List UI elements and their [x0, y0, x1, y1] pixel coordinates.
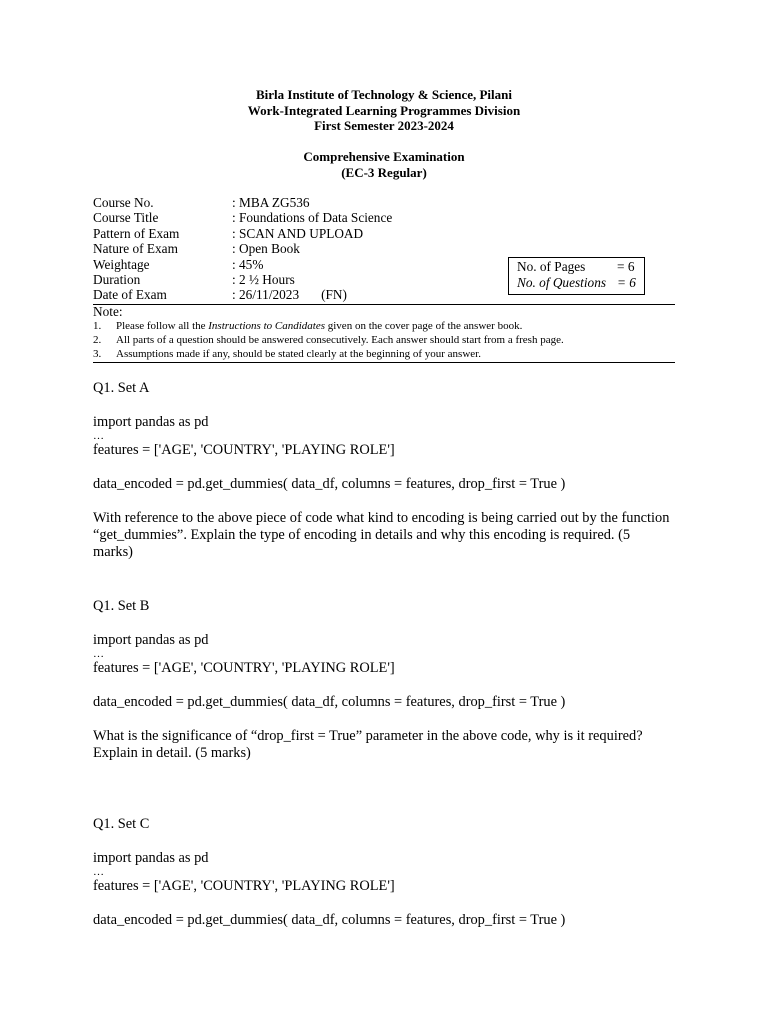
pages-label: No. of Pages [517, 259, 586, 274]
note-number: 2. [93, 334, 102, 346]
question-heading: Q1. Set B [93, 598, 150, 614]
meta-row-weightage [93, 257, 392, 272]
question-text: What is the significance of “drop_first = True” parameter in the above code, why is it required? Explain in detail. (5 marks) [93, 728, 643, 761]
code-encode-line: data_encoded = pd.get_dummies( data_df, columns = features, drop_first = True ) [93, 476, 566, 492]
note-item [93, 333, 683, 347]
meta-label: Weightage [93, 256, 150, 272]
document-header [0, 87, 768, 134]
exam-title-block [0, 149, 768, 180]
meta-value: : MBA ZG536 [232, 195, 310, 210]
meta-value: : 45% [232, 256, 264, 272]
meta-label: Course Title [93, 210, 159, 226]
questions-label: No. of Questions [517, 275, 607, 290]
note-number: 3. [93, 348, 102, 360]
code-features-line: features = ['AGE', 'COUNTRY', 'PLAYING ROLE'] [93, 878, 395, 894]
division-name: Work-Integrated Learning Programmes Division [247, 102, 521, 118]
code-encode-line: data_encoded = pd.get_dummies( data_df, columns = features, drop_first = True ) [93, 912, 566, 928]
institute-name: Birla Institute of Technology & Science, Pilani [255, 87, 513, 102]
session-tag: (FN) [321, 287, 347, 303]
note-item [93, 347, 683, 361]
meta-label: Pattern of Exam [93, 225, 180, 241]
question-set-b [93, 598, 673, 762]
meta-row-date [93, 287, 392, 302]
question-text: With reference to the above piece of code what kind to encoding is being carried out by the function “get_dummies”. Explain the type of encoding in details and why this encoding is required. (5 marks) [93, 510, 670, 560]
meta-value: : SCAN AND UPLOAD [232, 225, 364, 241]
note-text-end: given on the cover page of the answer book. [325, 320, 523, 332]
meta-row-course-title [93, 210, 392, 225]
questions-value: = 6 [617, 275, 636, 290]
note-text-italic: Instructions to Candidates [208, 320, 325, 332]
code-features-line: features = ['AGE', 'COUNTRY', 'PLAYING ROLE'] [93, 660, 395, 676]
meta-row-nature [93, 241, 392, 256]
note-text-start: Please follow all the [116, 320, 209, 332]
notes-title: Note: [93, 304, 123, 319]
meta-value: : 26/11/2023 [232, 287, 300, 303]
meta-row-course-no [93, 195, 392, 210]
meta-value: : Foundations of Data Science [232, 210, 393, 226]
pages-value: = 6 [617, 259, 635, 274]
code-encode-line: data_encoded = pd.get_dummies( data_df, columns = features, drop_first = True ) [93, 694, 566, 710]
meta-row-duration [93, 272, 392, 287]
meta-value: : Open Book [232, 241, 300, 257]
code-import-line: import pandas as pd [93, 850, 209, 866]
meta-label: Duration [93, 271, 141, 287]
code-import-line: import pandas as pd [93, 414, 209, 430]
code-ellipsis: … [93, 866, 106, 878]
question-set-c [93, 816, 673, 929]
meta-value: : 2 ½ Hours [232, 271, 295, 287]
note-text: All parts of a question should be answered consecutively. Each answer should start from a fresh page. [116, 334, 564, 346]
semester-label: First Semester 2023-2024 [314, 118, 454, 133]
note-text [116, 319, 522, 333]
meta-label: Course No. [93, 195, 154, 210]
notes-section [93, 305, 683, 361]
question-set-a [93, 380, 673, 561]
meta-row-pattern [93, 226, 392, 241]
code-ellipsis: … [93, 430, 106, 442]
question-heading: Q1. Set C [93, 816, 150, 832]
note-item [93, 319, 683, 333]
note-text: Assumptions made if any, should be stated clearly at the beginning of your answer. [116, 348, 481, 360]
code-ellipsis: … [93, 648, 106, 660]
exam-details [93, 195, 392, 303]
meta-label: Date of Exam [93, 287, 167, 303]
code-features-line: features = ['AGE', 'COUNTRY', 'PLAYING ROLE'] [93, 442, 395, 458]
divider-bottom [93, 362, 675, 363]
note-number: 1. [93, 320, 102, 332]
pages-count-row [517, 259, 644, 275]
question-heading: Q1. Set A [93, 380, 150, 396]
questions-count-row [517, 275, 644, 291]
exam-code: (EC-3 Regular) [341, 164, 427, 180]
pages-info-box [508, 257, 645, 295]
meta-label: Nature of Exam [93, 241, 178, 257]
exam-title: Comprehensive Examination [303, 149, 465, 164]
code-import-line: import pandas as pd [93, 632, 209, 648]
